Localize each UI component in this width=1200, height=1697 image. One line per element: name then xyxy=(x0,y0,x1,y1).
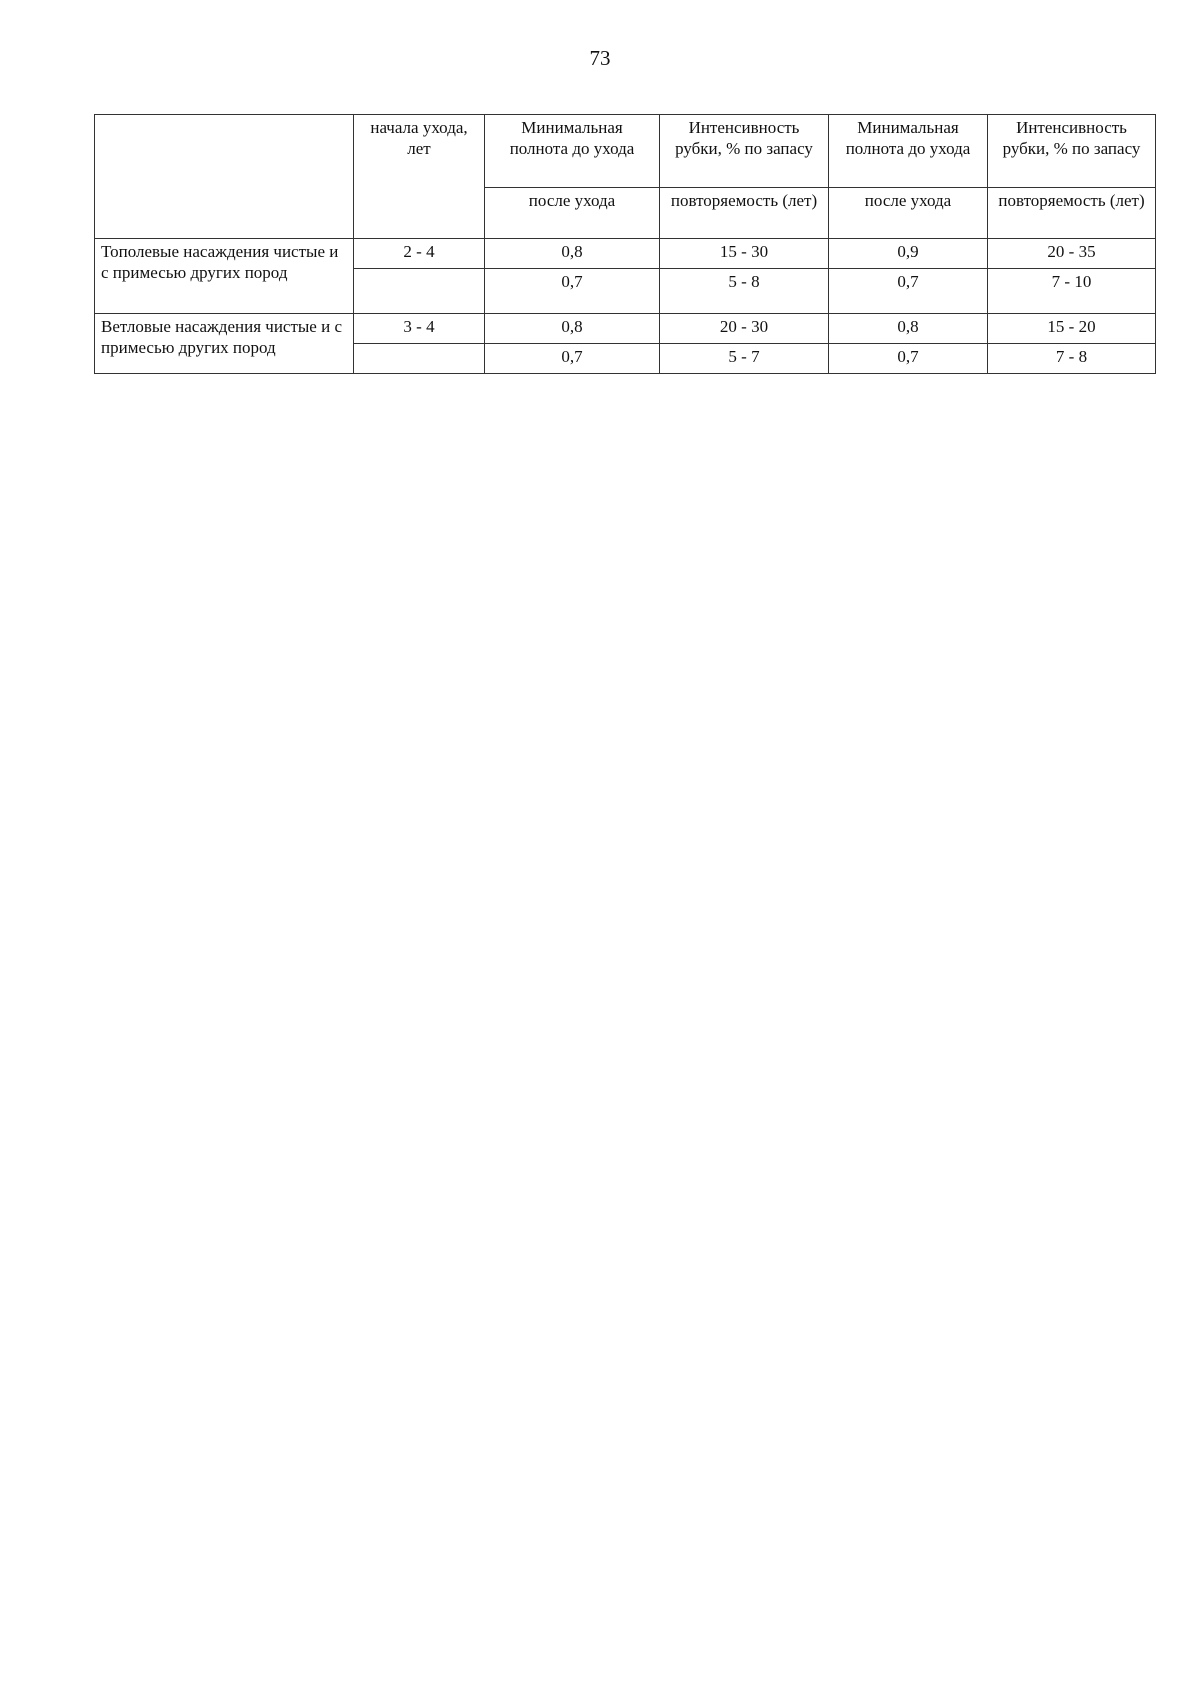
table-row xyxy=(95,314,1156,344)
page-number: 73 xyxy=(589,46,611,70)
table-cell: 0,9 xyxy=(829,239,988,269)
table-cell: 2 - 4 xyxy=(354,239,485,269)
table-cell: 0,7 xyxy=(829,269,988,314)
table-cell: 0,7 xyxy=(829,344,988,374)
table-cell: 15 - 20 xyxy=(988,314,1156,344)
header-row xyxy=(95,115,1156,188)
thinning-norms-table xyxy=(94,114,1156,374)
table-row xyxy=(95,239,1156,269)
table-cell: 0,8 xyxy=(485,239,660,269)
table-cell xyxy=(354,269,485,314)
header-cell-repeat-2: повторяемость (лет) xyxy=(988,188,1156,239)
header-cell-intensity-1: Интенсивность рубки, % по запасу xyxy=(660,115,829,188)
header-cell-repeat-1: повторяемость (лет) xyxy=(660,188,829,239)
species-cell: Тополевые насаждения чистые и с примесью других пород xyxy=(95,239,354,314)
table-cell: 0,7 xyxy=(485,269,660,314)
header-cell-min-density-1: Минимальная полнота до ухода xyxy=(485,115,660,188)
table-cell: 0,8 xyxy=(485,314,660,344)
header-cell-empty xyxy=(95,115,354,239)
header-cell-min-density-2: Минимальная полнота до ухода xyxy=(829,115,988,188)
header-cell-intensity-2: Интенсивность рубки, % по запасу xyxy=(988,115,1156,188)
table-cell: 0,8 xyxy=(829,314,988,344)
header-cell-after-care-1: после ухода xyxy=(485,188,660,239)
table-cell: 5 - 8 xyxy=(660,269,829,314)
header-cell-after-care-2: после ухода xyxy=(829,188,988,239)
species-cell: Ветловые насаждения чистые и с примесью других пород xyxy=(95,314,354,374)
table-cell: 3 - 4 xyxy=(354,314,485,344)
header-cell-start-age: начала ухода, лет xyxy=(354,115,485,239)
table-cell: 5 - 7 xyxy=(660,344,829,374)
table-cell: 20 - 35 xyxy=(988,239,1156,269)
table-cell: 7 - 8 xyxy=(988,344,1156,374)
table-cell: 15 - 30 xyxy=(660,239,829,269)
table-cell xyxy=(354,344,485,374)
table-cell: 20 - 30 xyxy=(660,314,829,344)
table-cell: 7 - 10 xyxy=(988,269,1156,314)
table-cell: 0,7 xyxy=(485,344,660,374)
